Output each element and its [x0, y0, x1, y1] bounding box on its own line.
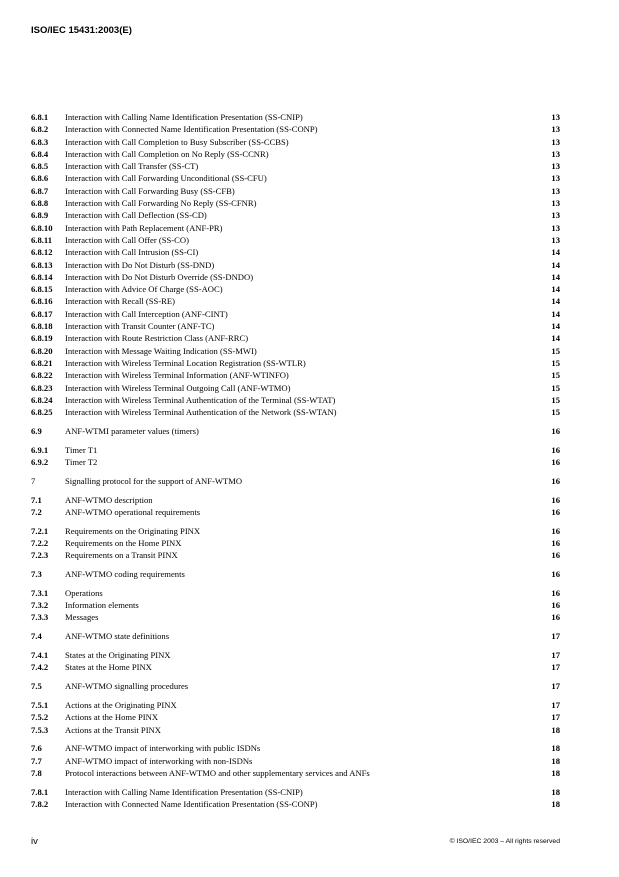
- toc-entry-page: 13: [551, 234, 560, 245]
- toc-entry-title: Interaction with Call Forwarding Busy (SS-CFB): [65, 185, 235, 196]
- toc-entry[interactable]: [31, 444, 560, 456]
- toc-entry-number: 6.8.24: [31, 394, 53, 405]
- toc-entry-number: 7.5.3: [31, 724, 49, 735]
- toc-entry-number: 6.9: [31, 425, 42, 436]
- toc-entry-title: States at the Home PINX: [65, 662, 152, 673]
- toc-entry-number: 7.3.1: [31, 587, 49, 598]
- toc-entry[interactable]: [31, 308, 560, 320]
- toc-entry[interactable]: [31, 506, 560, 518]
- toc-entry-title: Interaction with Wireless Terminal Outgoing Call (ANF-WTMO): [65, 382, 291, 393]
- toc-entry-title: Information elements: [65, 600, 139, 611]
- toc-entry-title: Interaction with Call Deflection (SS-CD): [65, 210, 207, 221]
- toc-entry-number: 7.2: [31, 506, 42, 517]
- toc-entry-title: Timer T1: [65, 444, 98, 455]
- toc-entry-title: Signalling protocol for the support of ANF-WTMO: [65, 475, 243, 486]
- toc-entry-page: 14: [551, 296, 560, 307]
- toc-entry-page: 16: [551, 569, 560, 580]
- toc-entry-number: 7.3: [31, 569, 42, 580]
- toc-entry-page: 16: [551, 550, 560, 561]
- toc-entry-number: 7.8.2: [31, 799, 49, 810]
- toc-entry[interactable]: [31, 724, 560, 736]
- toc-entry-number: 6.8.2: [31, 124, 49, 135]
- toc-entry-page: 14: [551, 259, 560, 270]
- toc-entry-page: 13: [551, 161, 560, 172]
- toc-entry-title: Interaction with Call Completion to Busy Subscriber (SS-CCBS): [65, 136, 289, 147]
- toc-entry[interactable]: [31, 271, 560, 283]
- toc-entry-page: 13: [551, 136, 560, 147]
- toc-entry-page: 17: [551, 699, 560, 710]
- toc-entry[interactable]: [31, 786, 560, 798]
- toc-entry-number: 6.8.3: [31, 136, 49, 147]
- toc-entry-number: 6.8.8: [31, 198, 49, 209]
- toc-entry[interactable]: [31, 283, 560, 295]
- toc-entry[interactable]: [31, 711, 560, 723]
- toc-entry[interactable]: [31, 742, 560, 754]
- toc-entry[interactable]: [31, 630, 560, 642]
- toc-entry-number: 6.8.16: [31, 296, 53, 307]
- toc-entry-title: ANF-WTMI parameter values (timers): [65, 425, 199, 436]
- toc-entry-page: 15: [551, 345, 560, 356]
- toc-entry[interactable]: [31, 599, 560, 611]
- toc-entry-page: 16: [551, 425, 560, 436]
- toc-entry-title: Interaction with Call Forwarding No Reply (SS-CFNR): [65, 198, 257, 209]
- toc-entry[interactable]: [31, 798, 560, 810]
- toc-entry[interactable]: [31, 259, 560, 271]
- toc-entry-title: ANF-WTMO coding requirements: [65, 569, 185, 580]
- toc-entry-title: Interaction with Call Intrusion (SS-CI): [65, 247, 199, 258]
- toc-entry-title: Interaction with Wireless Terminal Authentication of the Network (SS-WTAN): [65, 407, 337, 418]
- toc-entry-page: 18: [551, 767, 560, 778]
- toc-entry-number: 7.1: [31, 494, 42, 505]
- toc-entry-title: Interaction with Call Interception (ANF-CINT): [65, 308, 228, 319]
- toc-entry[interactable]: [31, 246, 560, 258]
- toc-entry-number: 7.6: [31, 743, 42, 754]
- toc-entry-title: Requirements on the Home PINX: [65, 538, 182, 548]
- toc-entry[interactable]: [31, 406, 560, 418]
- toc-entry-number: 6.8.20: [31, 345, 53, 356]
- toc-entry[interactable]: [31, 549, 560, 561]
- toc-entry-title: Actions at the Home PINX: [65, 712, 159, 723]
- toc-entry-number: 6.9.1: [31, 444, 49, 455]
- toc-entry-title: Timer T2: [65, 457, 98, 468]
- toc-entry-page: 14: [551, 333, 560, 344]
- toc-entry-title: Interaction with Transit Counter (ANF-TC): [65, 321, 215, 332]
- toc-entry-title: Interaction with Advice Of Charge (SS-AOC): [65, 284, 223, 295]
- toc-entry-title: Interaction with Wireless Terminal Authentication of the Terminal (SS-WTAT): [65, 394, 336, 405]
- toc-entry-number: 7.5.2: [31, 712, 49, 723]
- toc-entry[interactable]: [31, 320, 560, 332]
- toc-entry[interactable]: [31, 209, 560, 221]
- toc-entry-page: 17: [551, 712, 560, 723]
- toc-entry-number: 6.8.13: [31, 259, 53, 270]
- toc-entry-title: Interaction with Call Completion on No Reply (SS-CCNR): [65, 148, 269, 159]
- toc-entry-title: ANF-WTMO operational requirements: [65, 506, 201, 517]
- toc-entry[interactable]: [31, 611, 560, 623]
- toc-entry-number: 6.8.22: [31, 370, 53, 381]
- toc-entry-page: 17: [551, 650, 560, 661]
- toc-entry-number: 6.8.14: [31, 271, 53, 282]
- toc-entry[interactable]: [31, 680, 560, 692]
- toc-entry-number: 6.8.17: [31, 308, 53, 319]
- toc-entry[interactable]: [31, 649, 560, 661]
- toc-entry[interactable]: [31, 172, 560, 184]
- toc-entry-title: States at the Originating PINX: [65, 650, 171, 661]
- toc-entry[interactable]: [31, 767, 560, 779]
- toc-entry[interactable]: [31, 357, 560, 369]
- toc-entry-page: 15: [551, 370, 560, 381]
- toc-entry-title: Interaction with Call Offer (SS-CO): [65, 234, 189, 245]
- toc-entry-title: Interaction with Connected Name Identification Presentation (SS-CONP): [65, 124, 318, 135]
- toc-entry-number: 6.8.10: [31, 222, 53, 233]
- toc-entry-page: 15: [551, 357, 560, 368]
- toc-entry-number: 6.8.18: [31, 321, 53, 332]
- toc-entry-page: 18: [551, 799, 560, 810]
- toc-entry-page: 15: [551, 394, 560, 405]
- toc-entry-number: 6.8.11: [31, 234, 53, 245]
- toc-entry[interactable]: [31, 160, 560, 172]
- toc-entry-page: 16: [551, 494, 560, 505]
- toc-entry-page: 16: [551, 525, 560, 536]
- toc-entry-number: 7.7: [31, 755, 42, 766]
- toc-entry-title: Interaction with Calling Name Identification Presentation (SS-CNIP): [65, 112, 303, 122]
- toc-entry-number: 6.8.25: [31, 407, 53, 418]
- toc-entry-page: 15: [551, 407, 560, 418]
- toc-entry-page: 18: [551, 755, 560, 766]
- toc-entry-title: Requirements on a Transit PINX: [65, 550, 178, 561]
- toc-entry-page: 13: [551, 112, 560, 122]
- toc-entry-title: ANF-WTMO signalling procedures: [65, 681, 189, 692]
- toc-entry-page: 14: [551, 321, 560, 332]
- toc-entry-number: 6.8.19: [31, 333, 53, 344]
- toc-entry-title: ANF-WTMO impact of interworking with non-ISDNs: [65, 755, 253, 766]
- toc-entry-number: 6.8.6: [31, 173, 49, 184]
- toc-entry-title: Interaction with Connected Name Identification Presentation (SS-CONP): [65, 799, 318, 810]
- toc-entry-title: ANF-WTMO description: [65, 494, 153, 505]
- toc-entry-title: ANF-WTMO state definitions: [65, 631, 170, 642]
- toc-entry-number: 7.4.1: [31, 650, 49, 661]
- page-number: iv: [31, 836, 38, 847]
- toc-entry[interactable]: [31, 136, 560, 148]
- toc-entry-number: 6.8.7: [31, 185, 49, 196]
- toc-entry-title: Interaction with Do Not Disturb (SS-DND): [65, 259, 215, 270]
- copyright-notice: © ISO/IEC 2003 – All rights reserved: [449, 838, 560, 845]
- toc-entry-page: 13: [551, 222, 560, 233]
- toc-entry[interactable]: [31, 332, 560, 344]
- toc-entry-page: 14: [551, 308, 560, 319]
- toc-entry[interactable]: [31, 755, 560, 767]
- toc-entry-title: Requirements on the Originating PINX: [65, 525, 201, 536]
- toc-entry-page: 13: [551, 198, 560, 209]
- toc-entry-page: 13: [551, 148, 560, 159]
- toc-entry-page: 16: [551, 506, 560, 517]
- toc-entry-number: 7.4: [31, 631, 42, 642]
- toc-entry-number: 7: [31, 475, 36, 486]
- toc-entry[interactable]: [31, 699, 560, 711]
- toc-entry-page: 16: [551, 538, 560, 548]
- toc-entry-page: 16: [551, 587, 560, 598]
- toc-entry[interactable]: [31, 295, 560, 307]
- toc-entry-title: Actions at the Originating PINX: [65, 699, 177, 710]
- toc-entry[interactable]: [31, 394, 560, 406]
- toc-entry-number: 6.8.5: [31, 161, 49, 172]
- toc-entry-number: 7.2.2: [31, 538, 49, 548]
- toc-entry-title: Messages: [65, 612, 99, 623]
- toc-entry-number: 7.5: [31, 681, 42, 692]
- toc-entry-title: Interaction with Calling Name Identification Presentation (SS-CNIP): [65, 786, 303, 797]
- toc-entry-page: 14: [551, 284, 560, 295]
- toc-entry[interactable]: [31, 148, 560, 160]
- toc-entry-title: Interaction with Wireless Terminal Location Registration (SS-WTLR): [65, 357, 306, 368]
- toc-entry[interactable]: [31, 568, 560, 580]
- document-header: ISO/IEC 15431:2003(E): [31, 25, 132, 36]
- toc-entry-number: 6.8.9: [31, 210, 49, 221]
- toc-entry[interactable]: [31, 222, 560, 234]
- toc-entry-title: Interaction with Call Transfer (SS-CT): [65, 161, 199, 172]
- toc-entry[interactable]: [31, 234, 560, 246]
- table-of-contents: [31, 111, 560, 810]
- toc-entry[interactable]: [31, 369, 560, 381]
- toc-entry-page: 18: [551, 724, 560, 735]
- toc-entry-title: Protocol interactions between ANF-WTMO and other supplementary services and ANFs: [65, 767, 370, 778]
- toc-entry-number: 7.4.2: [31, 662, 49, 673]
- toc-entry-number: 6.8.23: [31, 382, 53, 393]
- toc-entry[interactable]: [31, 537, 560, 549]
- toc-entry-page: 16: [551, 457, 560, 468]
- toc-entry-page: 17: [551, 662, 560, 673]
- toc-entry-number: 7.2.1: [31, 525, 49, 536]
- toc-entry-title: Interaction with Recall (SS-RE): [65, 296, 176, 307]
- toc-entry-page: 16: [551, 600, 560, 611]
- toc-entry-title: Interaction with Path Replacement (ANF-PR): [65, 222, 223, 233]
- toc-entry-page: 14: [551, 271, 560, 282]
- toc-entry[interactable]: [31, 197, 560, 209]
- toc-entry-number: 7.3.2: [31, 600, 49, 611]
- toc-entry[interactable]: [31, 185, 560, 197]
- toc-entry-page: 13: [551, 173, 560, 184]
- toc-entry-title: Interaction with Do Not Disturb Override (SS-DNDO): [65, 271, 254, 282]
- toc-entry-page: 16: [551, 475, 560, 486]
- toc-entry-number: 7.8: [31, 767, 42, 778]
- toc-entry[interactable]: [31, 123, 560, 135]
- toc-entry-page: 13: [551, 210, 560, 221]
- toc-entry[interactable]: [31, 425, 560, 437]
- toc-entry[interactable]: [31, 345, 560, 357]
- toc-entry-number: 6.8.15: [31, 284, 53, 295]
- toc-entry[interactable]: [31, 111, 560, 123]
- toc-entry-title: Interaction with Call Forwarding Unconditional (SS-CFU): [65, 173, 267, 184]
- toc-entry-title: Interaction with Message Waiting Indication (SS-MWI): [65, 345, 257, 356]
- toc-entry-page: 13: [551, 185, 560, 196]
- toc-entry[interactable]: [31, 382, 560, 394]
- toc-entry-page: 17: [551, 631, 560, 642]
- toc-entry-number: 7.3.3: [31, 612, 49, 623]
- toc-entry-page: 15: [551, 382, 560, 393]
- toc-entry-number: 6.8.4: [31, 148, 49, 159]
- toc-entry[interactable]: [31, 525, 560, 537]
- toc-entry-page: 13: [551, 124, 560, 135]
- toc-entry-number: 6.9.2: [31, 457, 49, 468]
- toc-entry-number: 7.5.1: [31, 699, 49, 710]
- toc-entry-title: Interaction with Route Restriction Class (ANF-RRC): [65, 333, 249, 344]
- toc-entry[interactable]: [31, 494, 560, 506]
- toc-entry-title: Operations: [65, 587, 103, 598]
- toc-entry-page: 16: [551, 444, 560, 455]
- toc-entry-number: 7.2.3: [31, 550, 49, 561]
- toc-entry[interactable]: [31, 661, 560, 673]
- toc-entry-page: 18: [551, 743, 560, 754]
- toc-entry-title: Interaction with Wireless Terminal Information (ANF-WTINFO): [65, 370, 289, 381]
- toc-entry-page: 14: [551, 247, 560, 258]
- toc-entry-number: 7.8.1: [31, 786, 49, 797]
- toc-entry-number: 6.8.12: [31, 247, 53, 258]
- toc-entry-page: 18: [551, 786, 560, 797]
- toc-entry[interactable]: [31, 475, 560, 487]
- toc-entry-page: 16: [551, 612, 560, 623]
- toc-entry-title: Actions at the Transit PINX: [65, 724, 161, 735]
- toc-entry-number: 6.8.21: [31, 357, 53, 368]
- toc-entry-page: 17: [551, 681, 560, 692]
- toc-entry[interactable]: [31, 456, 560, 468]
- toc-entry-number: 6.8.1: [31, 112, 49, 122]
- toc-entry-title: ANF-WTMO impact of interworking with public ISDNs: [65, 743, 261, 754]
- toc-entry[interactable]: [31, 587, 560, 599]
